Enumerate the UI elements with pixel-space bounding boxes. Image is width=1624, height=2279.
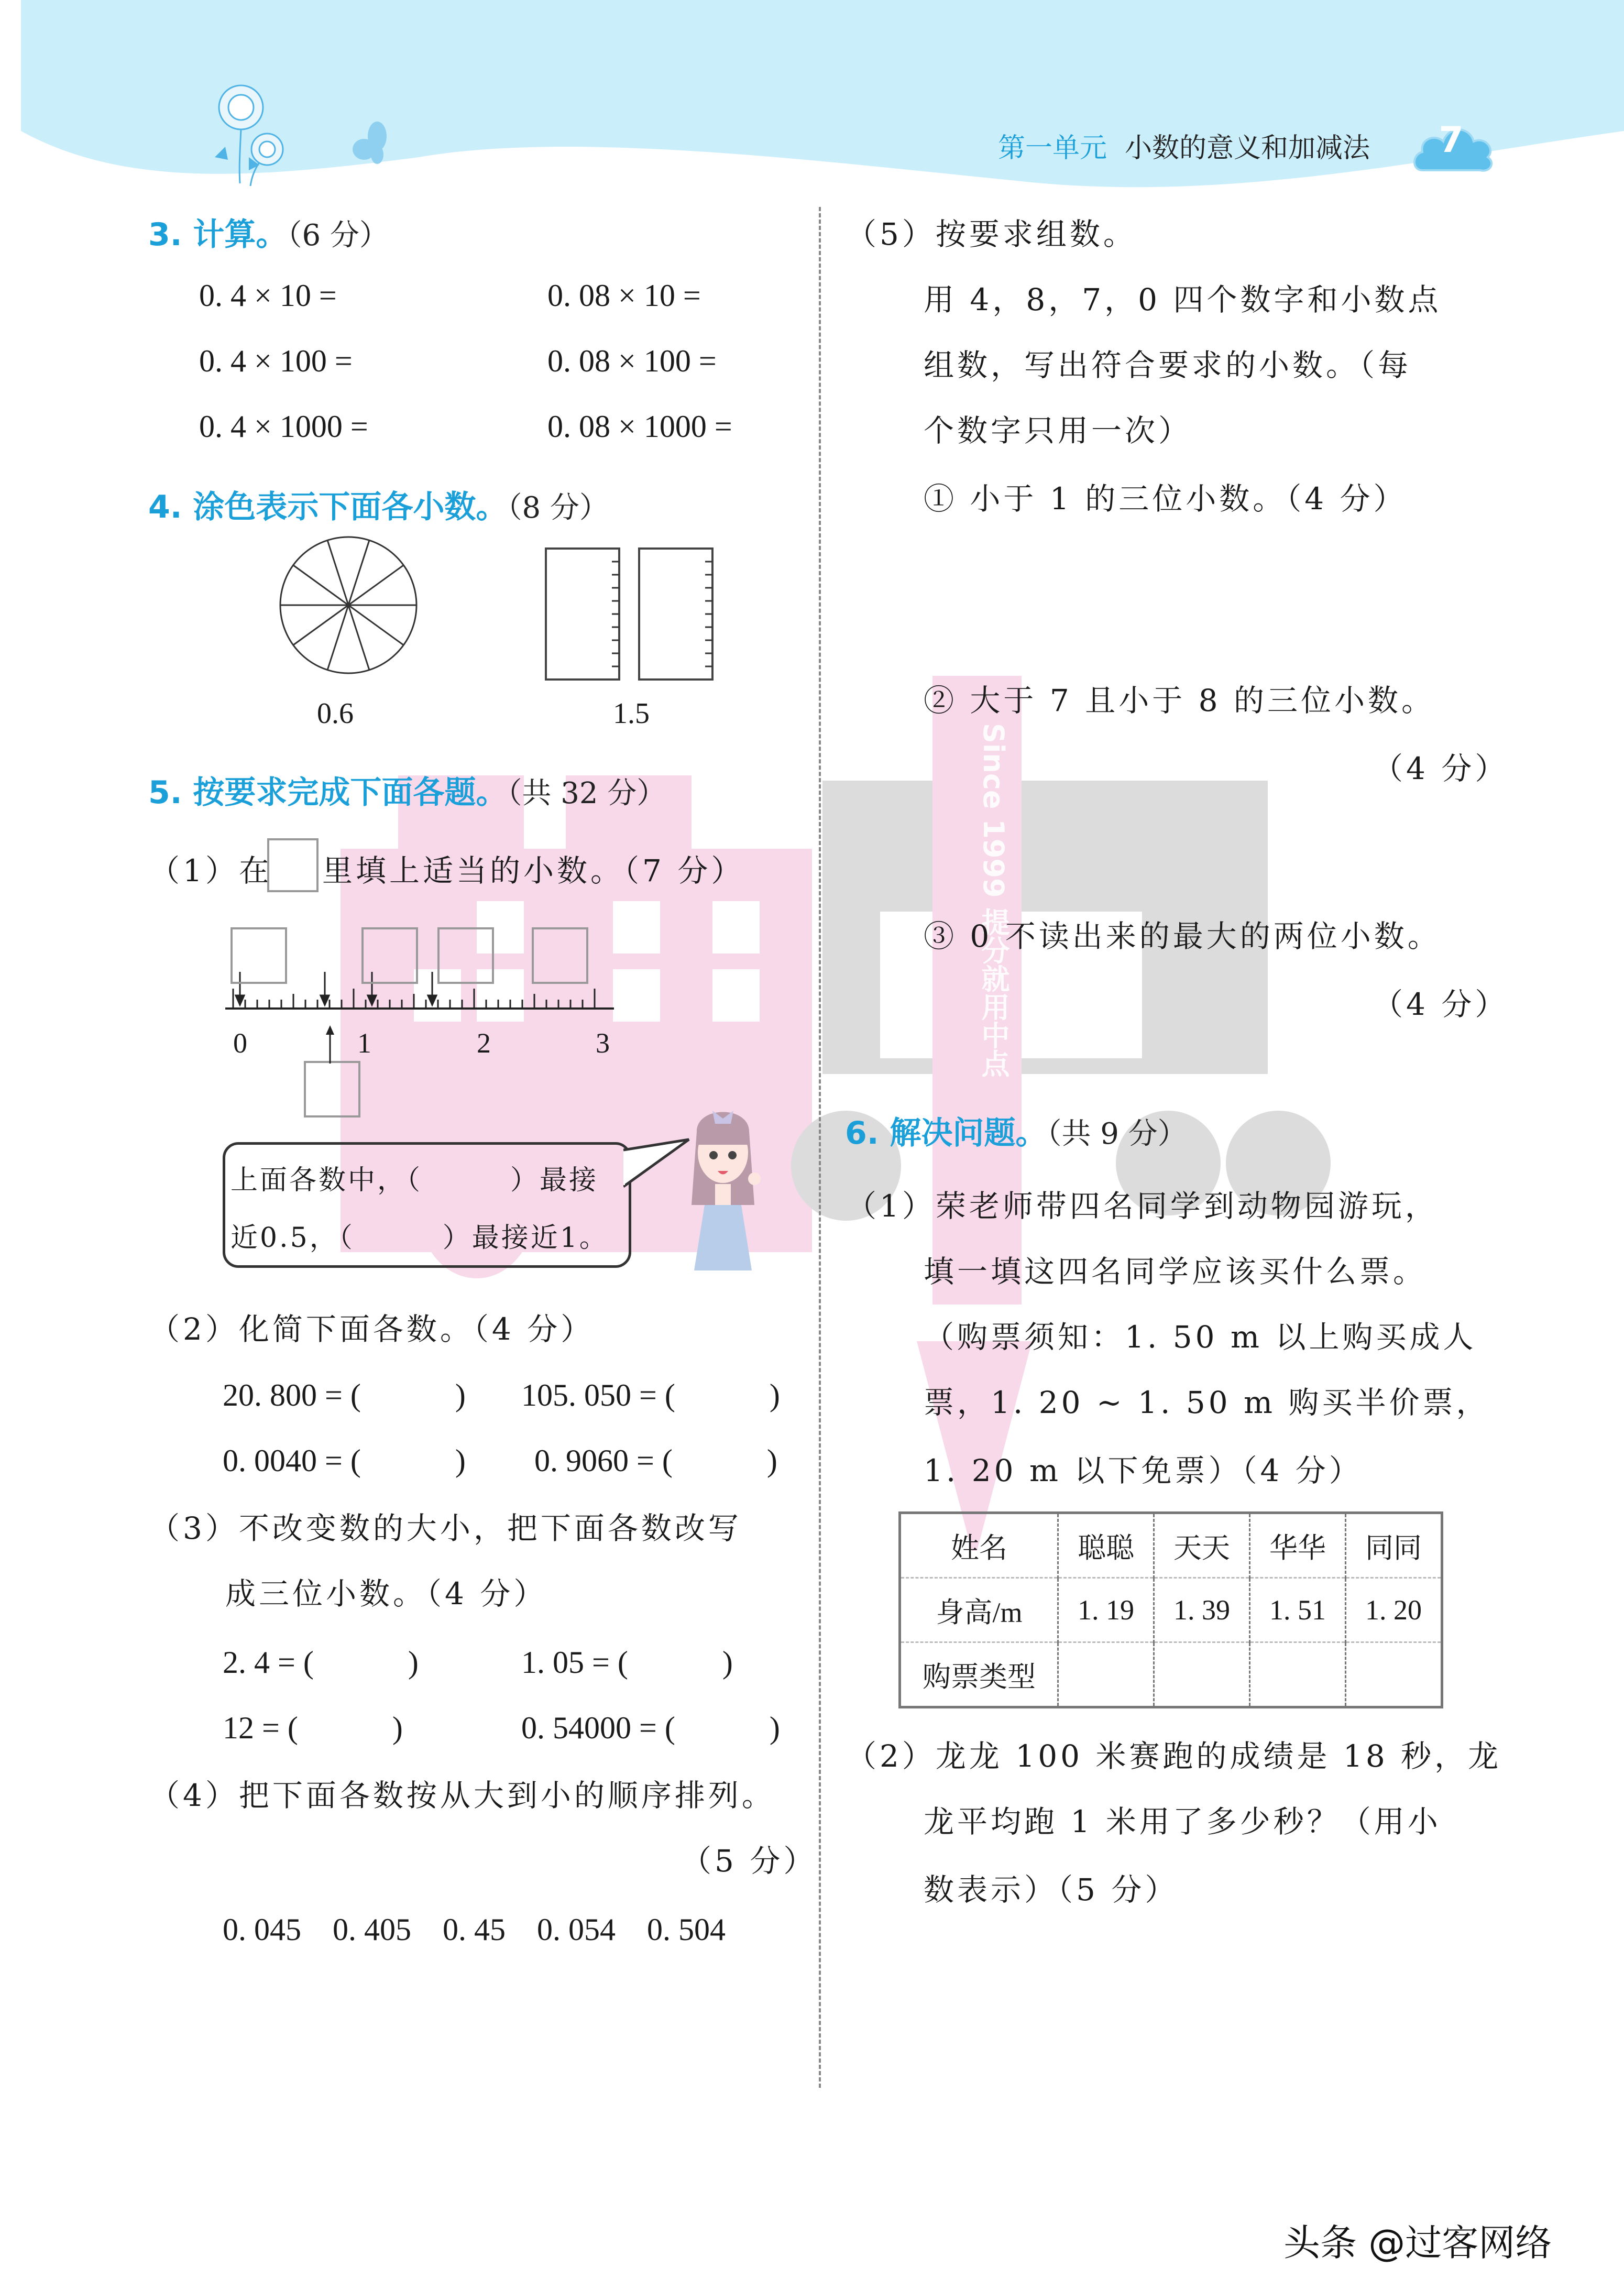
circle-diagram[interactable]: [278, 534, 419, 676]
axis-label: 0: [233, 1027, 247, 1059]
q5-p2-item: 20. 800 = ( ): [223, 1378, 466, 1412]
table-cell: 身高/m: [900, 1578, 1058, 1642]
table-cell: 1. 51: [1250, 1578, 1346, 1642]
bubble-line1: 上面各数中，（ ）最接: [231, 1165, 599, 1196]
table-cell: 同同: [1346, 1513, 1442, 1578]
answer-cell[interactable]: [1058, 1642, 1154, 1707]
table-row: [900, 1578, 1442, 1642]
q6-p1-line4: 票，1. 20 ~ 1. 50 m 购买半价票，: [924, 1385, 1490, 1420]
answer-box[interactable]: [532, 927, 588, 984]
table-cell: 1. 20: [1346, 1578, 1442, 1642]
unit-header: [998, 126, 1370, 165]
q5-p1-prefix: （1）在: [149, 853, 272, 889]
answer-cell[interactable]: [1250, 1642, 1346, 1707]
q4-title: [148, 482, 609, 527]
q5-p3-item: 1. 05 = ( ): [521, 1645, 733, 1680]
flower-icon: [204, 79, 299, 189]
q5-points: （共 32 分）: [507, 776, 666, 810]
q5-p3-line1: （3）不改变数的大小，把下面各数改写: [149, 1510, 742, 1546]
q6-p2-line1: （2）龙龙 100 米赛跑的成绩是 18 秒，龙: [846, 1738, 1502, 1774]
answer-cell[interactable]: [1154, 1642, 1250, 1707]
unit-label: 第一单元: [998, 133, 1107, 164]
axis-label: 3: [596, 1027, 610, 1059]
q5-p4-numbers: 0. 045 0. 405 0. 45 0. 054 0. 504: [223, 1912, 726, 1947]
circle-label: 0.6: [317, 697, 354, 730]
q5-p5-line1: 用 4，8，7，0 四个数字和小数点: [924, 282, 1442, 317]
q5-p5-line2: 组数，写出符合要求的小数。（每: [924, 347, 1412, 383]
table-cell: 天天: [1154, 1513, 1250, 1578]
q5-p4-points: （5 分）: [681, 1843, 817, 1879]
column-divider: [819, 207, 821, 2088]
answer-box[interactable]: [361, 927, 418, 984]
q3-item: 0. 08 × 1000 =: [547, 409, 732, 444]
q5-title: [148, 768, 666, 813]
table-cell: 聪聪: [1058, 1513, 1154, 1578]
q5-p3-item: 0. 54000 = ( ): [521, 1711, 780, 1745]
q3-title: [148, 210, 389, 255]
answer-box[interactable]: [304, 1061, 360, 1117]
q3-item: 0. 4 × 10 =: [199, 278, 337, 313]
q5-p2-item: 105. 050 = ( ): [521, 1378, 780, 1412]
girl-illustration: [676, 1100, 770, 1273]
page-number: 7: [1439, 119, 1464, 161]
watermark-text: Since 1999 提分就用中点: [977, 723, 1010, 1078]
q5-p3-item: 2. 4 = ( ): [223, 1645, 419, 1680]
q6-p1-line3: （购票须知：1. 50 m 以上购买成人: [924, 1319, 1477, 1355]
q5-p2-item: 0. 9060 = ( ): [534, 1443, 777, 1478]
q6-p1-line2: 填一填这四名同学应该买什么票。: [924, 1254, 1427, 1289]
q3-item: 0. 4 × 1000 =: [199, 409, 368, 444]
table-cell: 1. 39: [1154, 1578, 1250, 1642]
q5-p2-text: （2）化简下面各数。（4 分）: [149, 1311, 595, 1347]
q5-p5-sub2-points: （4 分）: [1373, 751, 1509, 786]
table-cell: 华华: [1250, 1513, 1346, 1578]
q5-p4-text: （4）把下面各数按从大到小的顺序排列。: [149, 1778, 775, 1813]
q6-p2-line2: 龙平均跑 1 米用了多少秒？（用小: [924, 1804, 1441, 1839]
table-row: [900, 1642, 1442, 1707]
q5-p1-text: 里填上适当的小数。（7 分）: [322, 853, 745, 889]
q5-p3-line2: 成三位小数。（4 分）: [225, 1576, 547, 1612]
q3-item: 0. 4 × 100 =: [199, 344, 353, 378]
q5-title-text: 5. 按要求完成下面各题。: [148, 774, 508, 811]
axis-label: 2: [477, 1027, 491, 1059]
unit-topic: 小数的意义和加减法: [1125, 133, 1370, 164]
q5-p5-sub1: ① 小于 1 的三位小数。（4 分）: [924, 481, 1407, 517]
table-cell: 姓名: [951, 1532, 1007, 1564]
q6-p2-line3: 数表示）（5 分）: [924, 1872, 1179, 1908]
rect-label: 1.5: [613, 697, 650, 730]
ticket-table: [898, 1511, 1443, 1708]
q5-p2-item: 0. 0040 = ( ): [223, 1443, 466, 1478]
q5-p5-sub3-points: （4 分）: [1373, 987, 1509, 1022]
up-arrow-icon: [320, 1024, 341, 1064]
q6-title-text: 6. 解决问题。: [845, 1115, 1047, 1152]
q3-points: （6 分）: [287, 218, 389, 253]
q3-item: 0. 08 × 10 =: [547, 278, 701, 313]
answer-box[interactable]: [231, 927, 287, 984]
q3-title-text: 3. 计算。: [148, 216, 288, 253]
butterfly-icon: [348, 120, 396, 168]
axis-label: 1: [357, 1027, 371, 1059]
q5-p3-item: 12 = ( ): [223, 1711, 403, 1745]
table-row: [900, 1513, 1442, 1578]
q5-p5-title: （5）按要求组数。: [846, 216, 1137, 252]
bubble-line2: 近0.5，（ ）最接近1。: [231, 1222, 609, 1254]
q6-points: （共 9 分）: [1047, 1117, 1187, 1151]
q6-p1-line5: 1. 20 m 以下免票）（4 分）: [924, 1453, 1363, 1488]
source-credit: 头条 @过客网络: [1283, 2221, 1552, 2264]
answer-box-sample: [267, 838, 319, 892]
q3-item: 0. 08 × 100 =: [547, 344, 717, 378]
answer-cell[interactable]: [1346, 1642, 1442, 1707]
q6-title: [845, 1108, 1187, 1153]
q5-p5-sub2: ② 大于 7 且小于 8 的三位小数。: [924, 683, 1435, 718]
q4-points: （8 分）: [507, 491, 609, 525]
table-cell: 购票类型: [900, 1642, 1058, 1707]
answer-box[interactable]: [437, 927, 494, 984]
q6-p1-line1: （1）荣老师带四名同学到动物园游玩，: [846, 1188, 1439, 1224]
q5-p5-sub3: ③ 0 不读出来的最大的两位小数。: [924, 918, 1441, 954]
rectangles-diagram[interactable]: [545, 547, 718, 684]
q4-title-text: 4. 涂色表示下面各小数。: [148, 489, 508, 525]
q5-p5-line3: 个数字只用一次）: [924, 413, 1192, 448]
table-cell: 1. 19: [1058, 1578, 1154, 1642]
